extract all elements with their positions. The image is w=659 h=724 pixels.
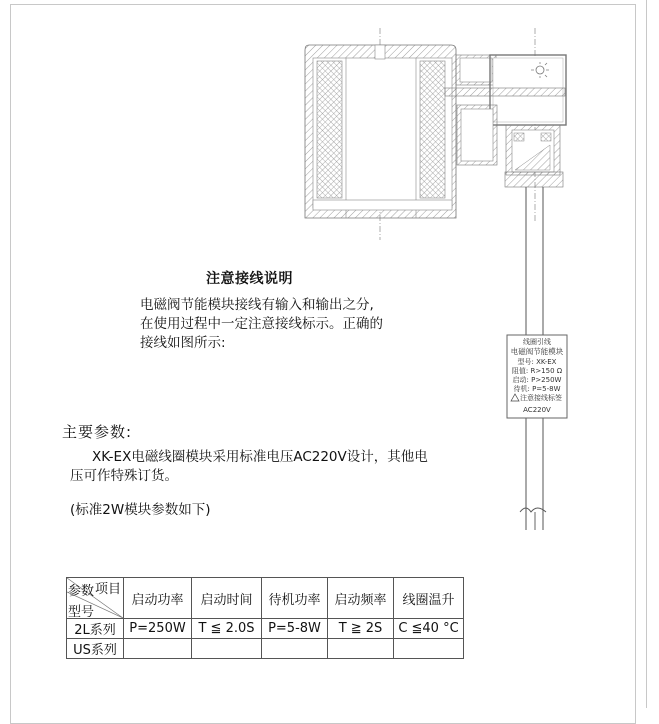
value-cell: P=5-8W bbox=[262, 619, 328, 639]
svg-text:型号: XK-EX: 型号: XK-EX bbox=[517, 358, 557, 366]
table-row bbox=[67, 619, 464, 639]
svg-text:电磁阀节能模块: 电磁阀节能模块 bbox=[510, 347, 564, 356]
header-cell: 待机功率 bbox=[262, 578, 328, 619]
header-cell: 启动功率 bbox=[124, 578, 192, 619]
corner-cell: 项目 参数 型号 bbox=[67, 578, 124, 619]
main-params-title: 主要参数: bbox=[62, 423, 133, 441]
value-cell bbox=[124, 639, 192, 659]
value-cell bbox=[262, 639, 328, 659]
header-cell: 线圈温升 bbox=[394, 578, 464, 619]
header-cell: 启动时间 bbox=[192, 578, 262, 619]
main-params-line: XK-EX电磁线圈模块采用标准电压AC220V设计，其他电 bbox=[92, 449, 428, 465]
main-params-body bbox=[70, 448, 480, 486]
table-header-row bbox=[67, 578, 464, 619]
wiring-note-heading: 注意接线说明 bbox=[206, 271, 293, 287]
table-row bbox=[67, 639, 464, 659]
svg-text:阻值: R>150 Ω: 阻值: R>150 Ω bbox=[511, 367, 563, 375]
svg-text:启动: P>250W: 启动: P>250W bbox=[512, 376, 562, 384]
main-params-note: (标准2W模块参数如下) bbox=[70, 502, 211, 518]
wiring-note-text bbox=[140, 296, 430, 353]
main-params-line: 压可作特殊订货。 bbox=[70, 468, 178, 484]
value-cell bbox=[394, 639, 464, 659]
spec-table bbox=[66, 577, 464, 659]
model-cell: US系列 bbox=[67, 639, 124, 659]
value-cell bbox=[328, 639, 394, 659]
wiring-note-line: 在使用过程中一定注意接线标示。正确的 bbox=[140, 316, 383, 332]
value-cell: P=250W bbox=[124, 619, 192, 639]
header-cell: 启动频率 bbox=[328, 578, 394, 619]
svg-text:AC220V: AC220V bbox=[523, 406, 551, 414]
wiring-note-line: 电磁阀节能模块接线有输入和输出之分, bbox=[140, 297, 374, 313]
value-cell: T ≧ 2S bbox=[328, 619, 394, 639]
svg-text:待机: P=5-8W: 待机: P=5-8W bbox=[513, 385, 561, 393]
svg-text:注意接线标签: 注意接线标签 bbox=[520, 394, 562, 402]
value-cell: T ≦ 2.0S bbox=[192, 619, 262, 639]
svg-text:线圈引线: 线圈引线 bbox=[523, 338, 551, 346]
model-cell: 2L系列 bbox=[67, 619, 124, 639]
wiring-note-line: 接线如图所示: bbox=[140, 335, 226, 351]
value-cell: C ≦40 °C bbox=[394, 619, 464, 639]
value-cell bbox=[192, 639, 262, 659]
